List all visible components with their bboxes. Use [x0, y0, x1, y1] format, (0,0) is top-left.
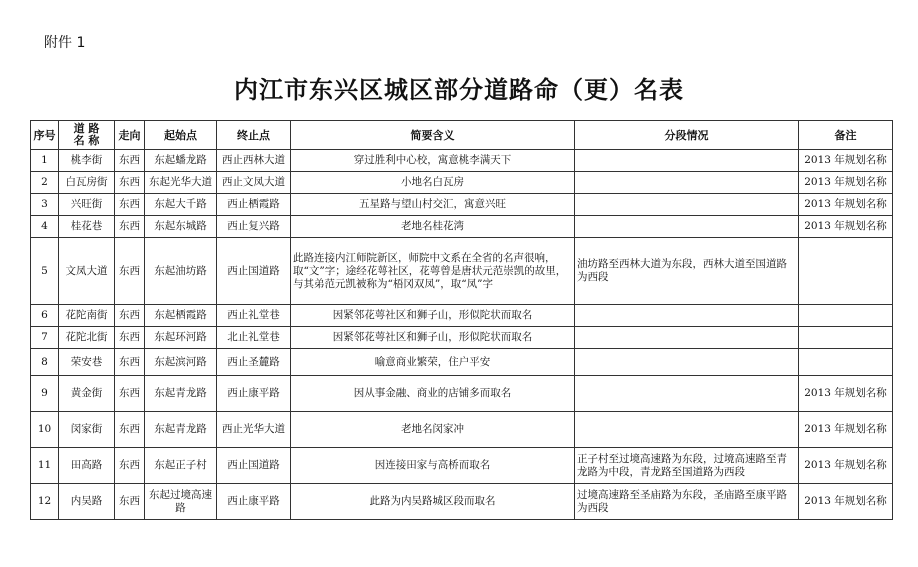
cell-meaning: 此路为内吴路城区段而取名	[291, 484, 575, 520]
cell-end-point: 西止礼堂巷	[217, 305, 291, 327]
col-header-direction: 走向	[115, 121, 145, 150]
cell-no: 3	[31, 194, 59, 216]
cell-note: 2013 年规划名称	[799, 412, 893, 448]
cell-direction: 东西	[115, 216, 145, 238]
table-row	[31, 150, 893, 172]
cell-no: 7	[31, 327, 59, 349]
cell-note: 2013 年规划名称	[799, 484, 893, 520]
cell-no: 6	[31, 305, 59, 327]
cell-no: 10	[31, 412, 59, 448]
cell-road-name: 桂花巷	[59, 216, 115, 238]
cell-no: 5	[31, 238, 59, 305]
cell-end-point: 西止康平路	[217, 376, 291, 412]
col-header-segment: 分段情况	[575, 121, 799, 150]
cell-no: 2	[31, 172, 59, 194]
cell-end-point: 北止礼堂巷	[217, 327, 291, 349]
table-row	[31, 376, 893, 412]
table-row	[31, 216, 893, 238]
cell-no: 8	[31, 349, 59, 376]
cell-road-name: 兴旺街	[59, 194, 115, 216]
cell-road-name: 花陀北街	[59, 327, 115, 349]
cell-note: 2013 年规划名称	[799, 216, 893, 238]
cell-start-point: 东起东城路	[145, 216, 217, 238]
cell-start-point: 东起正子村	[145, 448, 217, 484]
cell-note	[799, 305, 893, 327]
cell-segment: 油坊路至西林大道为东段，西林大道至国道路为西段	[575, 238, 799, 305]
cell-meaning: 老地名桂花湾	[291, 216, 575, 238]
cell-road-name: 闵家街	[59, 412, 115, 448]
cell-start-point: 东起大千路	[145, 194, 217, 216]
page-title: 内江市东兴区城区部分道路命（更）名表	[234, 76, 684, 104]
cell-direction: 东西	[115, 484, 145, 520]
cell-direction: 东西	[115, 150, 145, 172]
col-header-end: 终止点	[217, 121, 291, 150]
cell-note	[799, 327, 893, 349]
attachment-label: 附件 1	[44, 35, 86, 51]
col-header-note: 备注	[799, 121, 893, 150]
cell-start-point: 东起蟠龙路	[145, 150, 217, 172]
cell-direction: 东西	[115, 412, 145, 448]
cell-no: 11	[31, 448, 59, 484]
cell-segment	[575, 172, 799, 194]
cell-end-point: 西止圣麓路	[217, 349, 291, 376]
cell-road-name: 黄金街	[59, 376, 115, 412]
col-header-start: 起始点	[145, 121, 217, 150]
cell-meaning: 五星路与望山村交汇，寓意兴旺	[291, 194, 575, 216]
cell-end-point: 西止复兴路	[217, 216, 291, 238]
cell-segment	[575, 194, 799, 216]
cell-direction: 东西	[115, 327, 145, 349]
cell-start-point: 东起青龙路	[145, 412, 217, 448]
cell-direction: 东西	[115, 305, 145, 327]
table-row	[31, 194, 893, 216]
cell-note: 2013 年规划名称	[799, 172, 893, 194]
col-header-meaning: 简要含义	[291, 121, 575, 150]
cell-segment	[575, 349, 799, 376]
cell-note: 2013 年规划名称	[799, 194, 893, 216]
cell-road-name: 桃李街	[59, 150, 115, 172]
cell-no: 12	[31, 484, 59, 520]
cell-meaning: 此路连接内江师院新区，师院中文系在全省的名声很响，取“文”字；途经花萼社区，花萼曾是唐状元范崇凯的故里，与其弟范元凯被称为“梧冈双凤”，取“凤”字	[291, 238, 575, 305]
table-row	[31, 238, 893, 305]
table-row	[31, 349, 893, 376]
table-row	[31, 305, 893, 327]
table-row	[31, 172, 893, 194]
table-row	[31, 484, 893, 520]
cell-road-name: 花陀南街	[59, 305, 115, 327]
table-row	[31, 327, 893, 349]
cell-note	[799, 349, 893, 376]
cell-start-point: 东起青龙路	[145, 376, 217, 412]
cell-start-point: 东起栖霞路	[145, 305, 217, 327]
cell-start-point: 东起光华大道	[145, 172, 217, 194]
cell-meaning: 因紧邻花萼社区和狮子山，形似陀状而取名	[291, 305, 575, 327]
cell-no: 1	[31, 150, 59, 172]
cell-end-point: 西止光华大道	[217, 412, 291, 448]
cell-meaning: 穿过胜利中心校，寓意桃李满天下	[291, 150, 575, 172]
cell-segment: 过境高速路至圣庙路为东段，圣庙路至康平路为西段	[575, 484, 799, 520]
cell-direction: 东西	[115, 349, 145, 376]
cell-end-point: 西止康平路	[217, 484, 291, 520]
cell-start-point: 东起过境高速路	[145, 484, 217, 520]
cell-meaning: 小地名白瓦房	[291, 172, 575, 194]
cell-start-point: 东起油坊路	[145, 238, 217, 305]
cell-direction: 东西	[115, 448, 145, 484]
cell-segment	[575, 327, 799, 349]
cell-meaning: 因紧邻花萼社区和狮子山，形似陀状而取名	[291, 327, 575, 349]
table-row	[31, 448, 893, 484]
cell-road-name: 荣安巷	[59, 349, 115, 376]
table-row	[31, 412, 893, 448]
cell-segment: 正子村至过境高速路为东段，过境高速路至青龙路为中段，青龙路至国道路为西段	[575, 448, 799, 484]
cell-note: 2013 年规划名称	[799, 150, 893, 172]
road-naming-table	[30, 120, 893, 520]
cell-no: 4	[31, 216, 59, 238]
cell-segment	[575, 376, 799, 412]
cell-road-name: 文凤大道	[59, 238, 115, 305]
cell-road-name: 内吴路	[59, 484, 115, 520]
cell-meaning: 喻意商业繁荣，住户平安	[291, 349, 575, 376]
cell-note: 2013 年规划名称	[799, 376, 893, 412]
cell-end-point: 西止国道路	[217, 448, 291, 484]
cell-end-point: 西止栖霞路	[217, 194, 291, 216]
col-header-name: 道 路 名 称	[59, 121, 115, 150]
cell-start-point: 东起环河路	[145, 327, 217, 349]
cell-segment	[575, 412, 799, 448]
cell-end-point: 西止文凤大道	[217, 172, 291, 194]
cell-direction: 东西	[115, 238, 145, 305]
cell-meaning: 因连接田家与高桥而取名	[291, 448, 575, 484]
cell-segment	[575, 305, 799, 327]
cell-segment	[575, 216, 799, 238]
cell-note	[799, 238, 893, 305]
cell-no: 9	[31, 376, 59, 412]
cell-end-point: 西止西林大道	[217, 150, 291, 172]
cell-end-point: 西止国道路	[217, 238, 291, 305]
cell-direction: 东西	[115, 194, 145, 216]
cell-road-name: 白瓦房街	[59, 172, 115, 194]
cell-note: 2013 年规划名称	[799, 448, 893, 484]
cell-road-name: 田高路	[59, 448, 115, 484]
cell-segment	[575, 150, 799, 172]
cell-start-point: 东起滨河路	[145, 349, 217, 376]
table-header-row	[31, 121, 893, 150]
cell-direction: 东西	[115, 172, 145, 194]
cell-direction: 东西	[115, 376, 145, 412]
cell-meaning: 因从事金融、商业的店铺多而取名	[291, 376, 575, 412]
col-header-no: 序号	[31, 121, 59, 150]
cell-meaning: 老地名闵家冲	[291, 412, 575, 448]
